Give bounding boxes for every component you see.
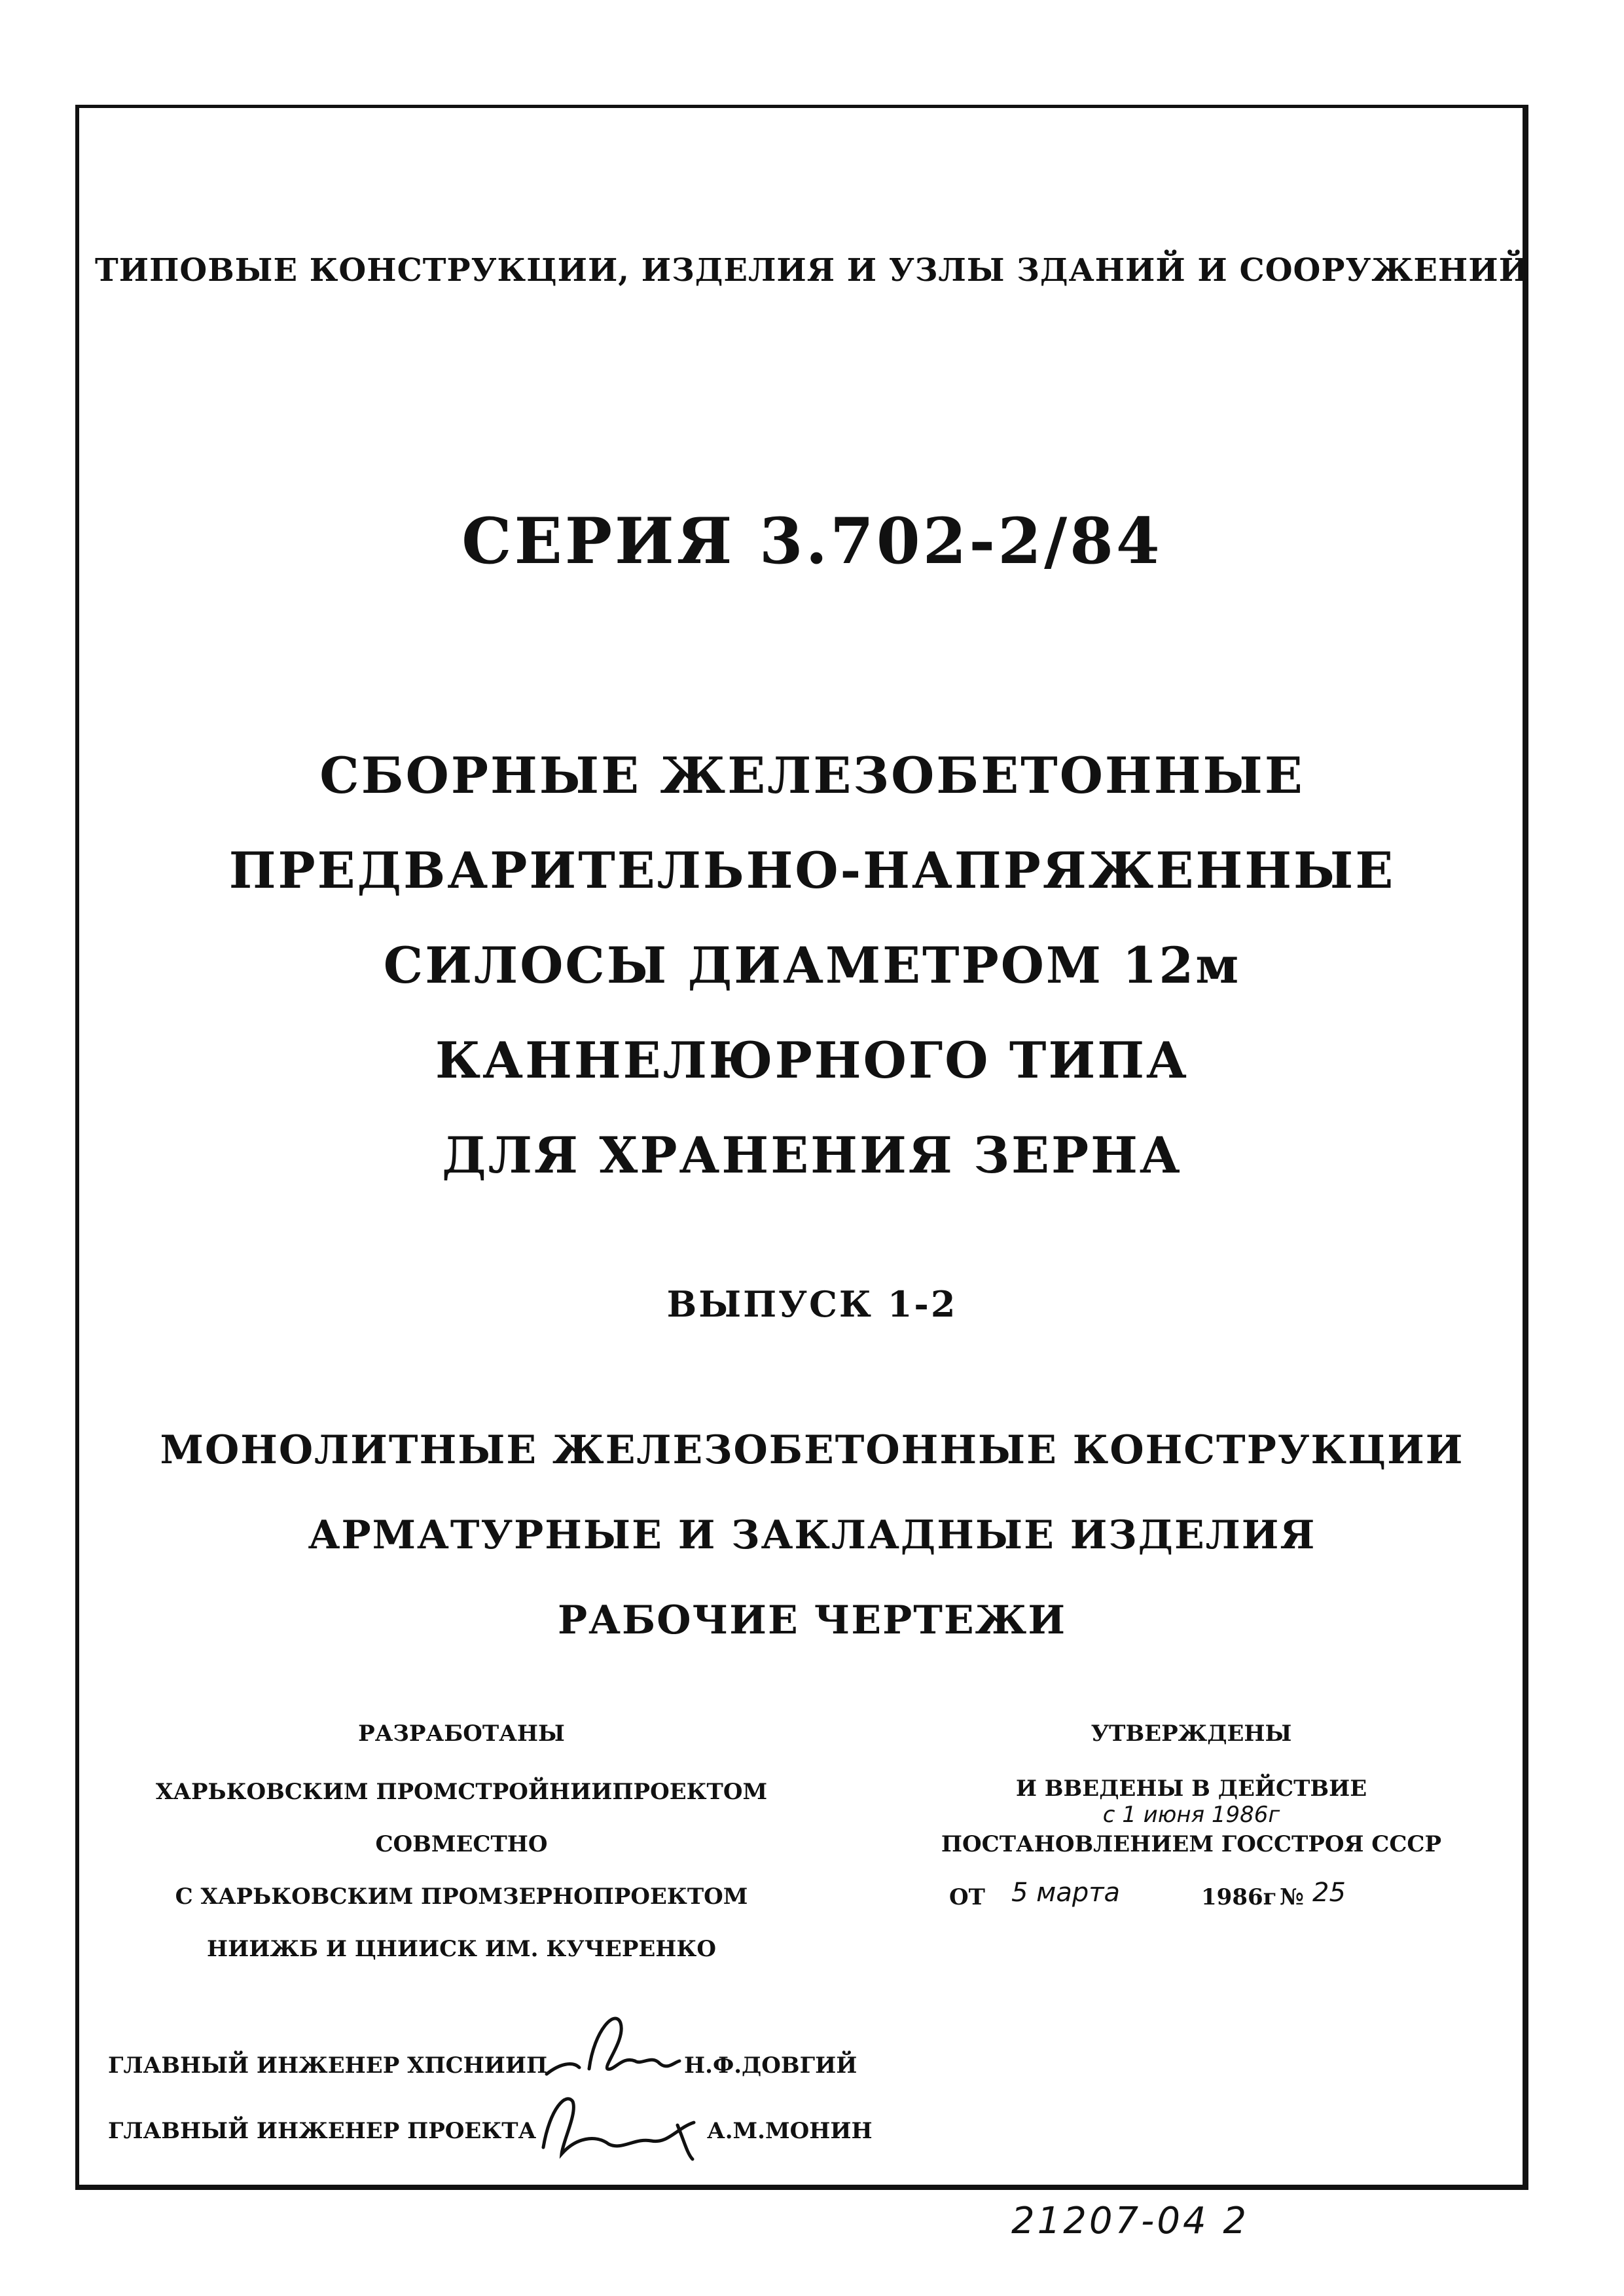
subtitle-line: МОНОЛИТНЫЕ ЖЕЛЕЗОБЕТОННЫЕ КОНСТРУКЦИИ [160, 1427, 1464, 1473]
order-number: 25 [1312, 1878, 1346, 1908]
header-title: ТИПОВЫЕ КОНСТРУКЦИИ, ИЗДЕЛИЯ И УЗЛЫ ЗДАНИЙ И СООРУЖЕНИЙ [95, 252, 1529, 289]
approved-line: ПОСТАНОВЛЕНИЕМ ГОССТРОЯ СССР [941, 1831, 1442, 1857]
effective-date: с 1 июня 1986г [1102, 1802, 1280, 1828]
title-line: СБОРНЫЕ ЖЕЛЕЗОБЕТОННЫЕ [319, 746, 1305, 805]
title-line: ПРЕДВАРИТЕЛЬНО-НАПРЯЖЕННЫЕ [228, 841, 1396, 900]
title-line: СИЛОСЫ ДИАМЕТРОМ 12м [383, 936, 1241, 994]
signature-name: А.М.МОНИН [707, 2118, 873, 2144]
approved-heading: УТВЕРЖДЕНЫ [1091, 1721, 1292, 1747]
title-line: КАННЕЛЮРНОГО ТИПА [435, 1031, 1189, 1089]
issue-number: ВЫПУСК 1-2 [666, 1283, 958, 1325]
order-prefix: ОТ [949, 1884, 985, 1910]
signature-role: ГЛАВНЫЙ ИНЖЕНЕР ХПСНИИП [108, 2052, 548, 2079]
order-year: 1986г [1201, 1884, 1277, 1910]
document-number: 21207-04 2 [1011, 2200, 1250, 2242]
developed-line: СОВМЕСТНО [375, 1831, 548, 1857]
order-number-label: № [1280, 1884, 1304, 1910]
subtitle-line: АРМАТУРНЫЕ И ЗАКЛАДНЫЕ ИЗДЕЛИЯ [308, 1512, 1316, 1558]
developed-line: С ХАРЬКОВСКИМ ПРОМЗЕРНОПРОЕКТОМ [175, 1884, 748, 1910]
signature-role: ГЛАВНЫЙ ИНЖЕНЕР ПРОЕКТА [108, 2118, 537, 2144]
title-line: ДЛЯ ХРАНЕНИЯ ЗЕРНА [442, 1126, 1182, 1184]
signature-scribble [543, 2003, 684, 2088]
order-date: 5 марта [1011, 1878, 1121, 1908]
developed-heading: РАЗРАБОТАНЫ [358, 1721, 565, 1747]
signature-scribble [537, 2082, 707, 2167]
approved-line: И ВВЕДЕНЫ В ДЕЙСТВИЕ [1015, 1776, 1367, 1802]
developed-line: НИИЖБ И ЦНИИСК ИМ. КУЧЕРЕНКО [207, 1936, 716, 1962]
signature-name: Н.Ф.ДОВГИЙ [684, 2052, 857, 2079]
subtitle-line: РАБОЧИЕ ЧЕРТЕЖИ [557, 1597, 1067, 1643]
series-number: СЕРИЯ 3.702-2/84 [461, 504, 1163, 578]
developed-line: ХАРЬКОВСКИМ ПРОМСТРОЙНИИПРОЕКТОМ [155, 1779, 768, 1805]
